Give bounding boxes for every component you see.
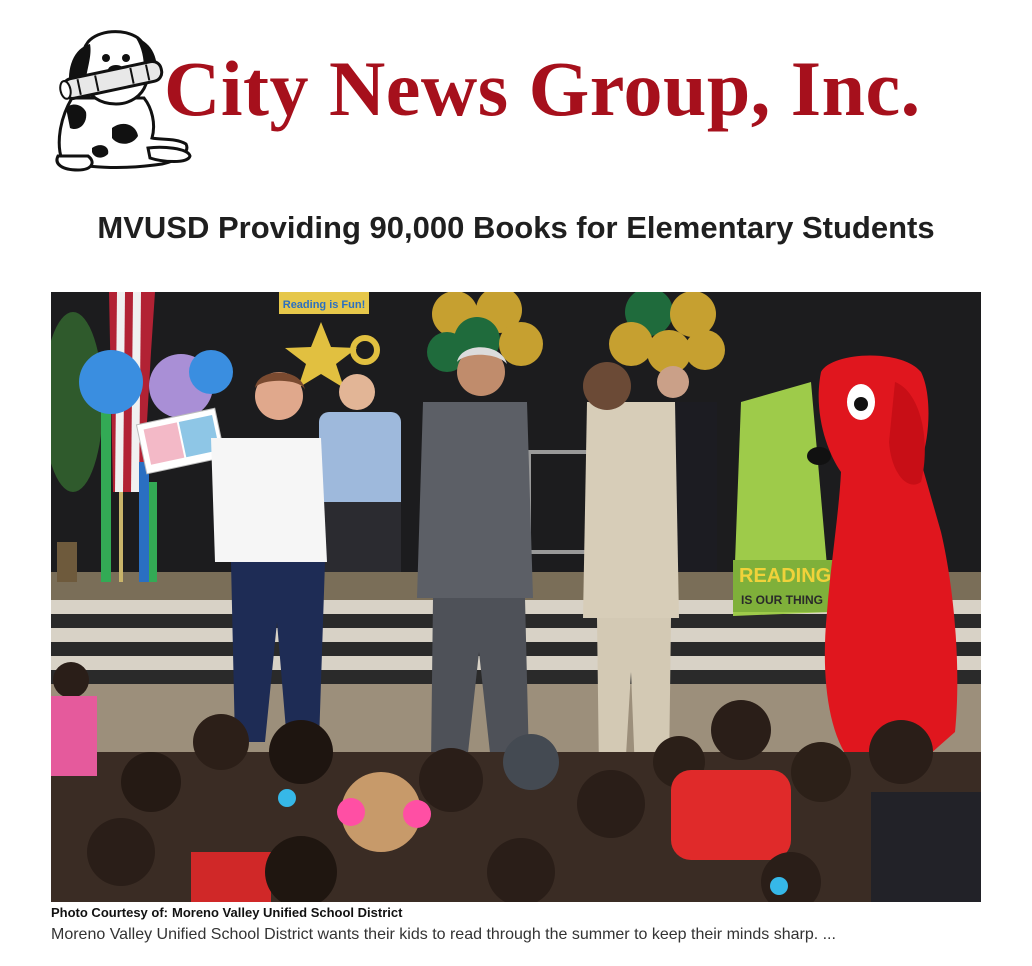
sign-is-our-thing: IS OUR THING [741,593,824,607]
masthead [52,28,982,176]
sign-reading-is-fun: Reading is Fun! [282,299,366,311]
photo-credit-label: Photo Courtesy of: [51,905,168,920]
article-summary: Moreno Valley Unified School District wants their kids to read through the summer to keep their minds sharp. ... [51,926,836,943]
reading-event-photo[interactable] [51,292,981,902]
sign-reading: READING [739,565,832,587]
photo-credit-source: Moreno Valley Unified School District [172,905,403,920]
brand-name[interactable]: City News Group, Inc. [164,45,921,132]
article-headline[interactable]: MVUSD Providing 90,000 Books for Elementary Students [97,210,935,245]
photo-credit [51,905,402,920]
